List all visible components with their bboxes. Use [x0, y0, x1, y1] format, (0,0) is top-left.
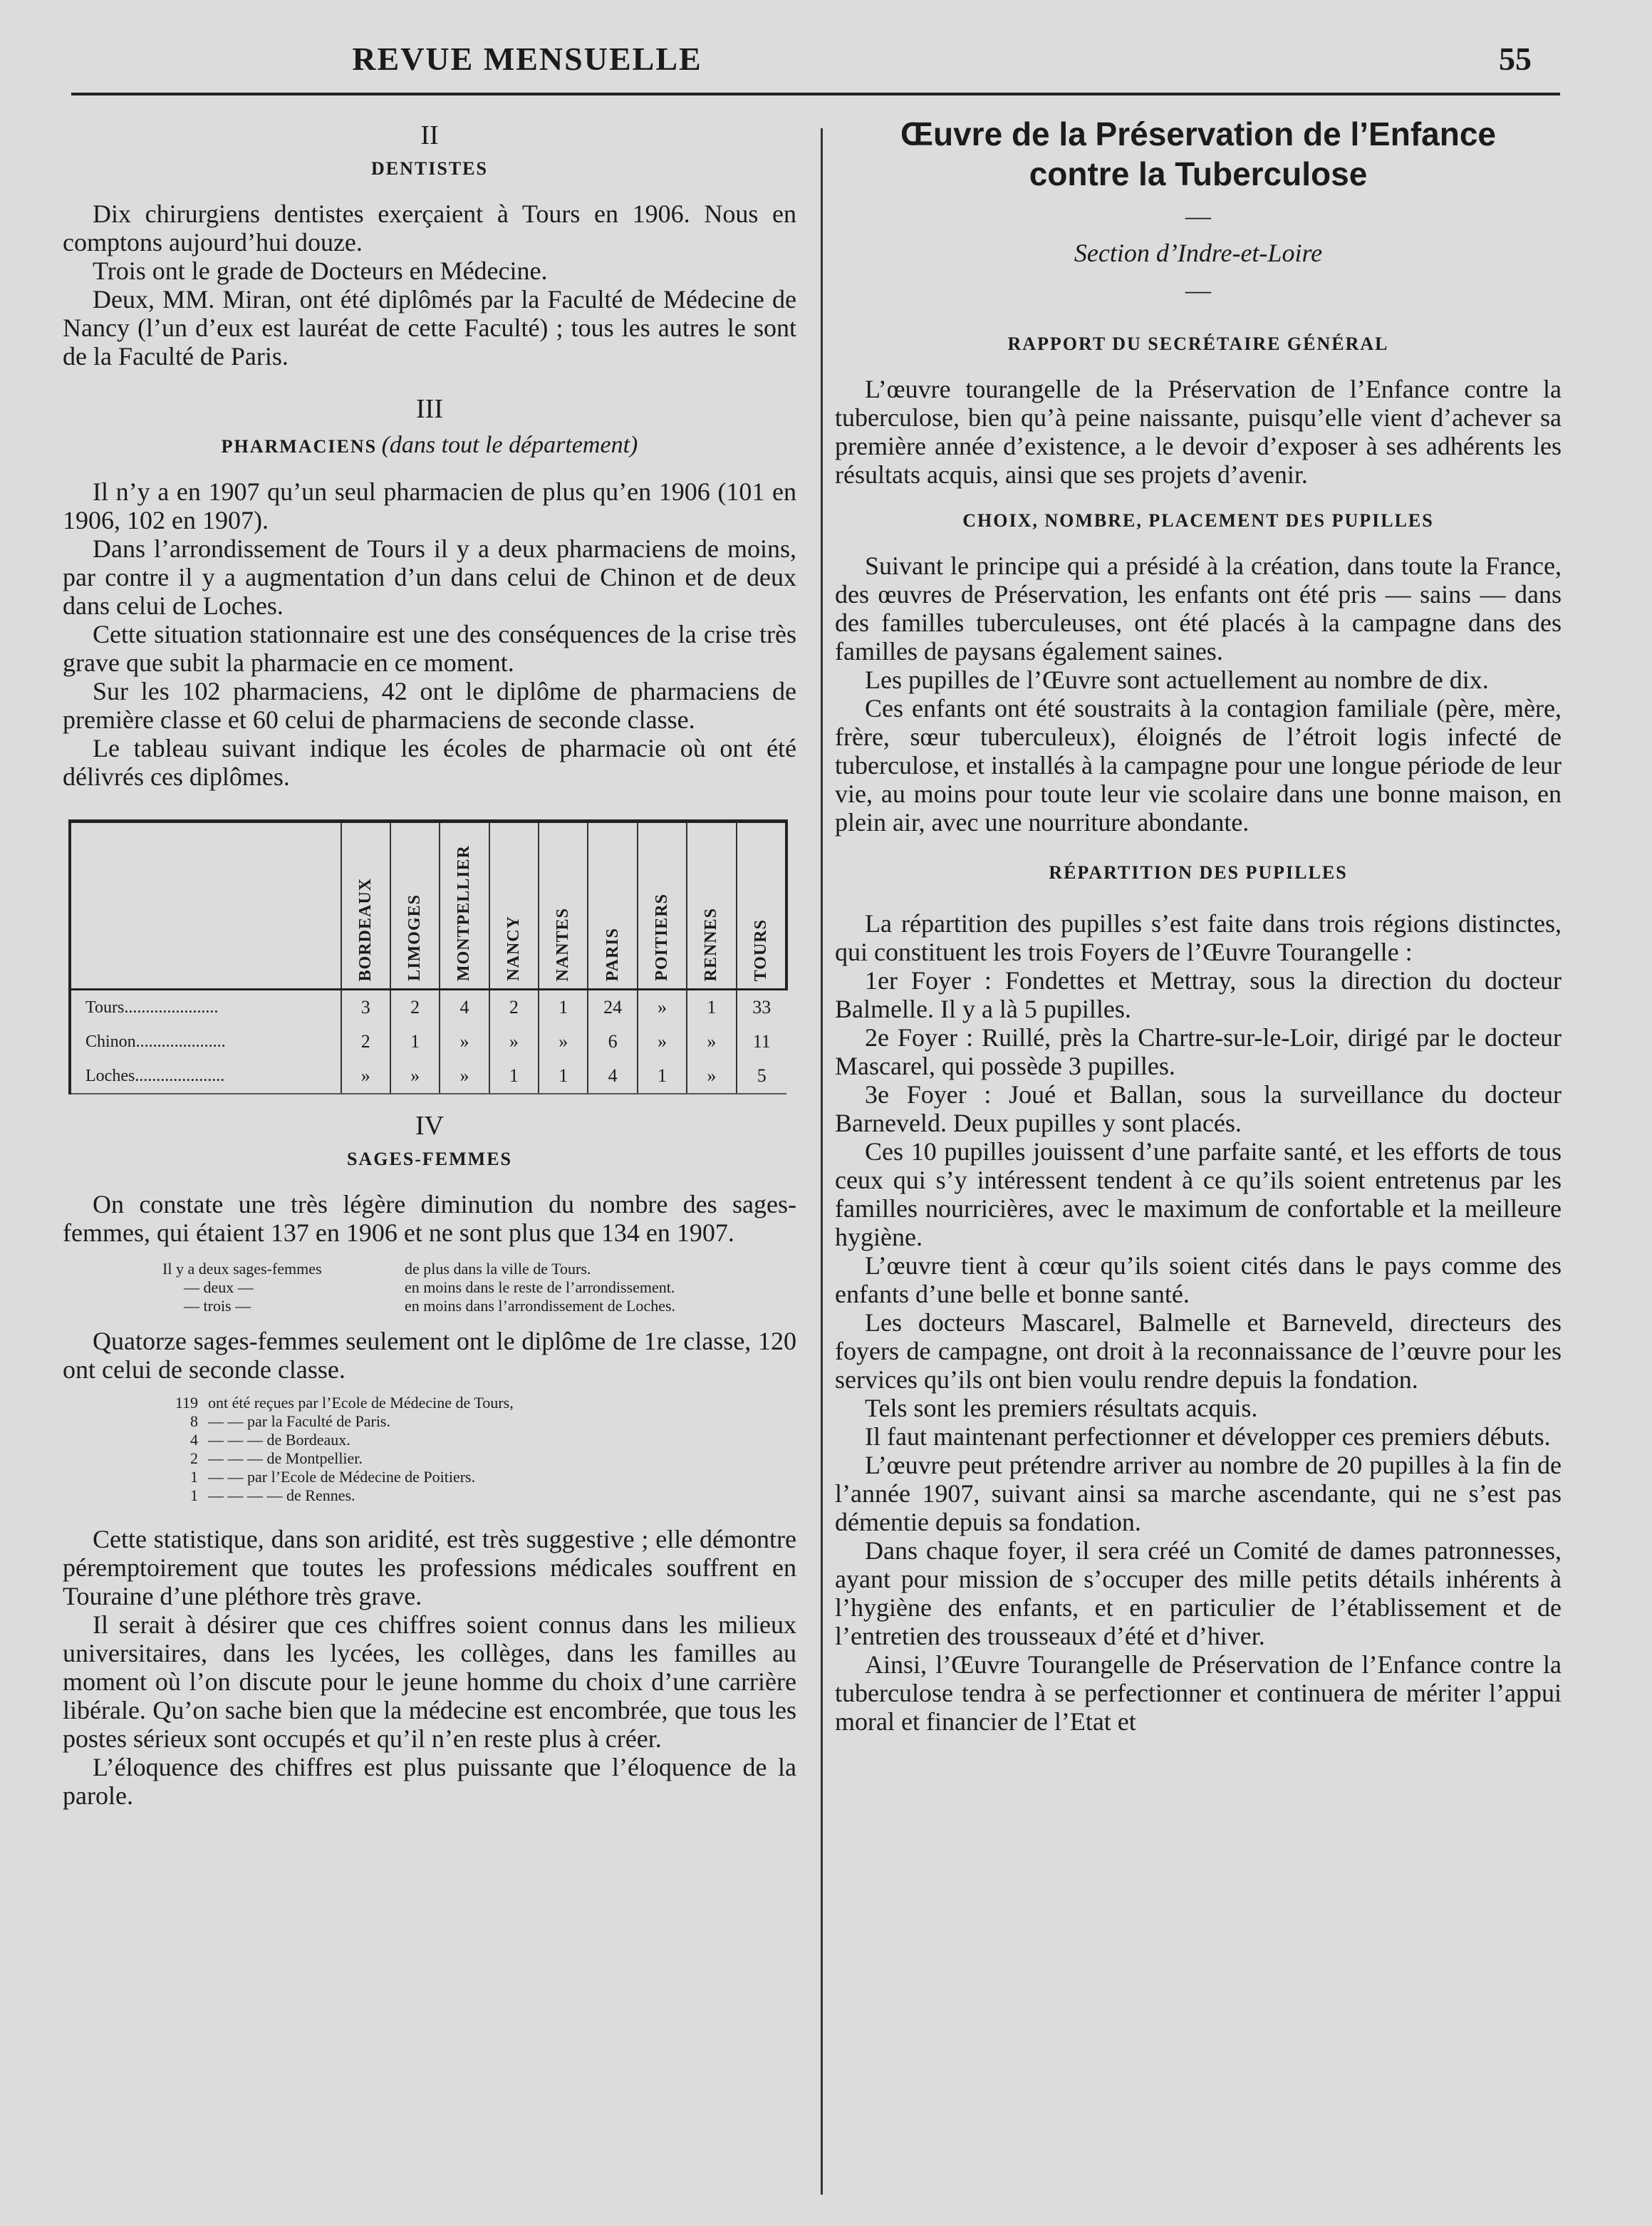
table-cell: 1 [539, 990, 588, 1025]
paragraph: Ces enfants ont été soustraits à la contagion familiale (père, mère, frère, sœur tuberculeux), éloignés de l’étroit logis infecté de tuberculose, et installés à la campagne pour une longue période de leur vie, au moins pour toute leur vie scolaire dans une bonne maison, en plein air, avec une nourriture abondante. [835, 694, 1562, 837]
article-title [835, 114, 1562, 194]
column-header: POITIERS [638, 822, 687, 990]
paragraph: L’éloquence des chiffres est plus puissante que l’éloquence de la parole. [63, 1753, 796, 1810]
separator-dash: — [1185, 276, 1211, 304]
paragraph: Quatorze sages-femmes seulement ont le diplôme de 1re classe, 120 ont celui de seconde classe. [63, 1327, 796, 1384]
article-title-line-1: Œuvre de la Préservation de l’Enfance [900, 115, 1496, 152]
paragraph: La répartition des pupilles s’est faite dans trois régions distinctes, qui constituent les trois Foyers de l’Œuvre Tourangelle : [835, 909, 1562, 966]
table-cell: » [687, 1059, 736, 1094]
table-cell: 24 [588, 990, 637, 1025]
paragraph: Les pupilles de l’Œuvre sont actuellement au nombre de dix. [865, 666, 1489, 694]
table-cell: 2 [489, 990, 539, 1025]
table-cell: 33 [737, 990, 786, 1025]
table-cell: 1 [539, 1059, 588, 1094]
column-header: TOURS [737, 822, 786, 990]
section-3-numeral: III [416, 394, 443, 424]
section-4-heading: SAGES-FEMMES [346, 1149, 513, 1169]
paragraph: Il faut maintenant perfectionner et développer ces premiers débuts. [865, 1422, 1551, 1451]
column-header: RENNES [687, 822, 736, 990]
row-label: Loches..................... [70, 1059, 341, 1094]
paragraph: Ces 10 pupilles jouissent d’une parfaite santé, et les efforts de tous ceux qui s’y intéressent tendent à ce qu’ils soient entretenus par les familles nourricières, avec le maximum de confortable et la meilleure hygiène. [835, 1137, 1562, 1251]
table-cell: 5 [737, 1059, 786, 1094]
paragraph: L’œuvre peut prétendre arriver au nombre de 20 pupilles à la fin de l’année 1907, suivant ainsi sa marche ascendante, qui ne s’est pas démentie depuis sa fondation. [835, 1451, 1562, 1536]
table-cell: 1 [390, 1025, 440, 1059]
column-divider [821, 128, 823, 2195]
paragraph: Cette statistique, dans son aridité, est très suggestive ; elle démontre péremptoirement que toutes les professions médicales souffrent en Touraine d’une pléthore très grave. [63, 1525, 796, 1610]
paragraph: L’œuvre tient à cœur qu’ils soient cités dans le pays comme des enfants d’une belle et bonne santé. [835, 1251, 1562, 1308]
paragraph: Suivant le principe qui a présidé à la création, dans toute la France, des œuvres de Préservation, les enfants ont été pris — sains — dans des familles tuberculeuses, ont été placés à la campagne dans des familles de paysans également saines. [835, 552, 1562, 666]
paragraph: Il serait à désirer que ces chiffres soient connus dans les milieux universitaires, dans les lycées, les collèges, dans les familles au moment où l’on discute pour le jeune homme du choix d’une carrière libérale. Qu’on sache bien que la médecine est encombrée, que tous les postes sérieux sont occupés et qu’il n’en reste plus à créer. [63, 1610, 796, 1753]
paragraph: Deux, MM. Miran, ont été diplômés par la Faculté de Médecine de Nancy (l’un d’eux est lauréat de cette Faculté) ; tous les autres le sont de la Faculté de Paris. [63, 285, 796, 371]
report-heading: RAPPORT DU SECRÉTAIRE GÉNÉRAL [1007, 333, 1389, 354]
paragraph: L’œuvre tourangelle de la Préservation de l’Enfance contre la tuberculose, bien qu’à peine naissante, puisqu’elle vient d’achever sa première année d’existence, a le devoir d’exposer à ses adhérents les résultats acquis, ainsi que ses projets d’avenir. [835, 375, 1562, 489]
table-cell: 1 [489, 1059, 539, 1094]
paragraph: Tels sont les premiers résultats acquis. [865, 1394, 1258, 1422]
table-cell: » [687, 1025, 736, 1059]
article-subtitle: Section d’Indre-et-Loire [1074, 239, 1323, 267]
article-title-line-2: contre la Tuberculose [1029, 155, 1368, 192]
column-header: MONTPELLIER [440, 822, 489, 990]
column-header: NANCY [489, 822, 539, 990]
paragraph: On constate une très légère diminution du nombre des sages-femmes, qui étaient 137 en 1906 et ne sont plus que 134 en 1907. [63, 1190, 796, 1247]
table-cell: » [440, 1025, 489, 1059]
section-3-heading [63, 432, 796, 459]
choix-heading: CHOIX, NOMBRE, PLACEMENT DES PUPILLES [962, 510, 1434, 531]
list-item: 2 — — — de Montpellier. [190, 1449, 363, 1467]
table-cell: 1 [638, 1059, 687, 1094]
table-cell: 6 [588, 1025, 637, 1059]
paragraph: Dans l’arrondissement de Tours il y a deux pharmaciens de moins, par contre il y a augmentation d’un dans celui de Chinon et de deux dans celui de Loches. [63, 534, 796, 620]
table-cell: 2 [341, 1025, 390, 1059]
list-item: 4 — — — de Bordeaux. [190, 1431, 350, 1449]
midwife-changes [162, 1260, 796, 1315]
table-row [70, 1025, 786, 1059]
paragraph: 3e Foyer : Joué et Ballan, sous la surveillance du docteur Barneveld. Deux pupilles y sont placés. [835, 1080, 1562, 1137]
paragraph: 1er Foyer : Fondettes et Mettray, sous la direction du docteur Balmelle. Il y a là 5 pupilles. [835, 966, 1562, 1023]
repartition-heading: RÉPARTITION DES PUPILLES [1049, 862, 1348, 883]
paragraph: Ainsi, l’Œuvre Tourangelle de Préservation de l’Enfance contre la tuberculose tendra à se perfectionner et continuera de mériter l’appui moral et financier de l’Etat et [835, 1650, 1562, 1736]
paragraph: Trois ont le grade de Docteurs en Médecine. [93, 257, 548, 285]
table-cell: 11 [737, 1025, 786, 1059]
paragraph: Il n’y a en 1907 qu’un seul pharmacien de plus qu’en 1906 (101 en 1906, 102 en 1907). [63, 477, 796, 534]
table-corner [70, 822, 341, 990]
section-2-numeral: II [420, 120, 439, 150]
list-item: 1 — — — — de Rennes. [190, 1486, 355, 1504]
column-header: NANTES [539, 822, 588, 990]
table-cell: » [638, 990, 687, 1025]
list-item: — trois — en moins dans l’arrondissement de Loches. [184, 1297, 676, 1315]
pharmacy-school-table [68, 819, 788, 1094]
section-2-heading: DENTISTES [371, 158, 488, 179]
section-4-numeral: IV [415, 1111, 445, 1141]
list-item: — deux — en moins dans le reste de l’arrondissement. [184, 1278, 675, 1296]
table-row [70, 1059, 786, 1094]
right-column [835, 114, 1562, 1736]
table-cell: » [638, 1025, 687, 1059]
running-header [64, 37, 1560, 80]
separator-dash: — [1185, 202, 1211, 230]
table-cell: » [539, 1025, 588, 1059]
table-cell: 4 [440, 990, 489, 1025]
paragraph: Sur les 102 pharmaciens, 42 ont le diplôme de pharmaciens de première classe et 60 celui de pharmaciens de seconde classe. [63, 677, 796, 734]
table-cell: » [390, 1059, 440, 1094]
paragraph: Dans chaque foyer, il sera créé un Comité de dames patronnesses, ayant pour mission de s’occuper des mille petits détails inhérents à l’hygiène des enfants, et en particulier de l’établissement et de l’entretien des trousseaux d’été et d’hiver. [835, 1536, 1562, 1650]
column-header: LIMOGES [390, 822, 440, 990]
table-cell: 4 [588, 1059, 637, 1094]
row-label: Tours...................... [70, 990, 341, 1025]
row-label: Chinon..................... [70, 1025, 341, 1059]
table-cell: 3 [341, 990, 390, 1025]
section-3-heading-text: PHARMACIENS [221, 436, 378, 457]
table-cell: » [341, 1059, 390, 1094]
table-cell: » [489, 1025, 539, 1059]
column-header: BORDEAUX [341, 822, 390, 990]
paragraph: Cette situation stationnaire est une des conséquences de la crise très grave que subit la pharmacie en ce moment. [63, 620, 796, 677]
midwife-origins [162, 1394, 796, 1505]
table-row [70, 990, 786, 1025]
list-item: 1 — — par l’Ecole de Médecine de Poitiers. [190, 1468, 476, 1486]
table-cell: » [440, 1059, 489, 1094]
paragraph: 2e Foyer : Ruillé, près la Chartre-sur-le-Loir, dirigé par le docteur Mascarel, qui possède 3 pupilles. [835, 1023, 1562, 1080]
page-number: 55 [1499, 41, 1532, 77]
list-item: Il y a deux sages-femmes de plus dans la ville de Tours. [162, 1260, 591, 1278]
list-item: 119 ont été reçues par l’Ecole de Médecine de Tours, [175, 1394, 514, 1412]
paragraph: Les docteurs Mascarel, Balmelle et Barneveld, directeurs des foyers de campagne, ont droit à la reconnaissance de l’œuvre pour les services qu’ils ont bien voulu rendre depuis la fondation. [835, 1308, 1562, 1394]
section-3-heading-note: (dans tout le département) [381, 432, 638, 458]
column-header: PARIS [588, 822, 637, 990]
table-header-row [70, 822, 786, 990]
list-item: 8 — — par la Faculté de Paris. [190, 1412, 390, 1430]
left-column [63, 114, 796, 1810]
header-rule [71, 93, 1560, 95]
paragraph: Le tableau suivant indique les écoles de pharmacie où ont été délivrés ces diplômes. [63, 734, 796, 791]
journal-title: REVUE MENSUELLE [352, 41, 702, 77]
paragraph: Dix chirurgiens dentistes exerçaient à Tours en 1906. Nous en comptons aujourd’hui douze. [63, 200, 796, 257]
table-cell: 1 [687, 990, 736, 1025]
table-cell: 2 [390, 990, 440, 1025]
